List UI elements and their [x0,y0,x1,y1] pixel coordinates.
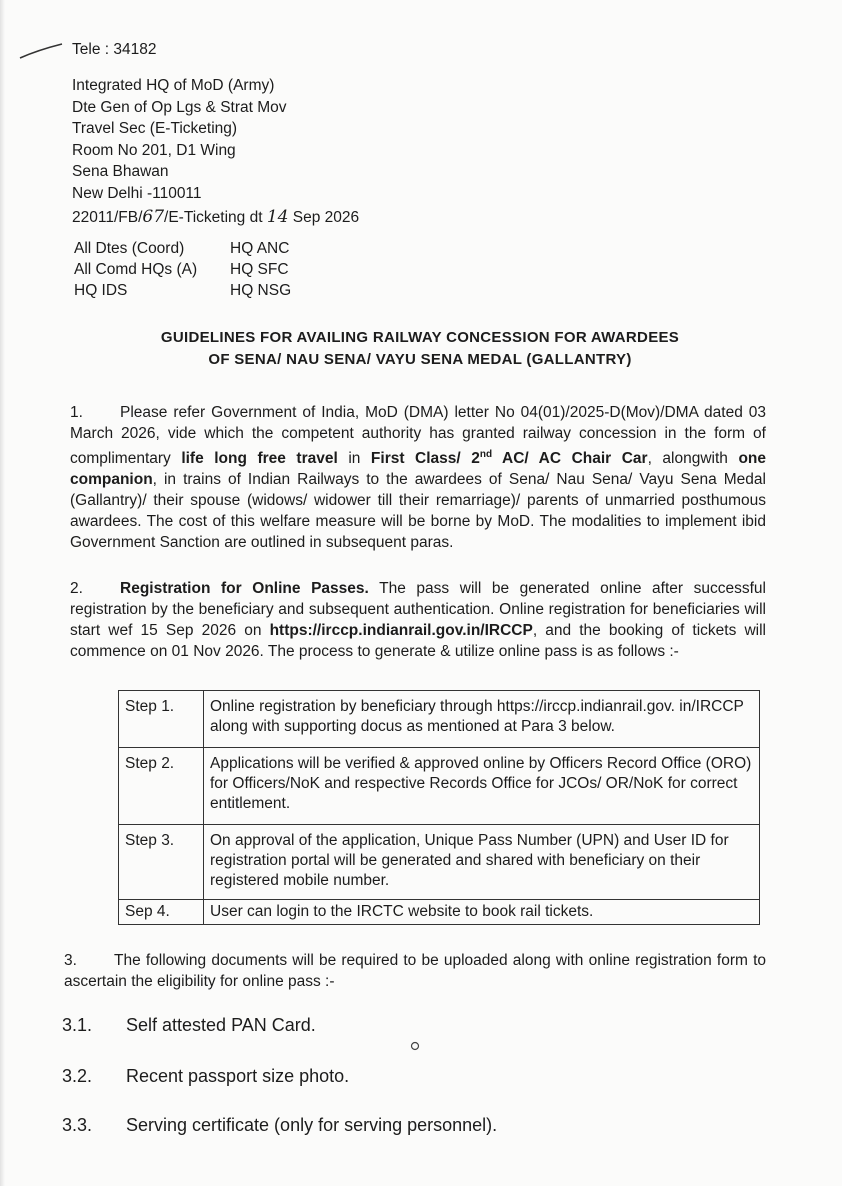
item-text: Self attested PAN Card. [126,1015,316,1035]
table-row [119,748,760,825]
reference-number [72,207,359,228]
addressee: All Comd HQs (A) [74,261,198,278]
para-text: Please refer Government of India, MoD (DMA) letter No 04(01)/2025-D(Mov)/DMA dated 03 March 2026, vide which the competent authority has granted railway concession in the form of complimentary [70,404,766,468]
list-item [62,1113,497,1137]
address-line: Integrated HQ of MoD (Army) [72,77,275,94]
paragraph-1 [70,402,766,553]
sender-address [72,75,287,204]
address-line: Dte Gen of Op Lgs & Strat Mov [72,98,287,116]
address-line: New Delhi -110011 [72,184,202,202]
para-number: 3. [64,952,77,969]
para-number: 1. [70,404,83,421]
paragraph-2 [70,578,766,662]
table-row [119,900,760,925]
steps-table [118,690,760,925]
para-number: 2. [70,580,83,597]
item-number: 3.2. [62,1066,93,1086]
step-label: Step 2. [119,748,204,825]
addressee: All Dtes (Coord) [74,240,185,257]
para-text: , alongwith [647,450,739,468]
para-text: The following documents will be required to be uploaded along with online registration form to ascertain the eligibility for online pass :- [64,952,766,990]
item-text: Serving certificate (only for serving personnel). [126,1115,498,1135]
addressee: HQ IDS [74,282,128,299]
para-bold: life long free travel [181,450,338,468]
address-line: Sena Bhawan [72,163,169,180]
para-bold: one companion [70,450,766,489]
addressees-col1 [74,238,197,301]
ink-smudge-mark [409,1040,421,1052]
address-line: Room No 201, D1 Wing [72,141,236,159]
step-text: Online registration by beneficiary through https://irccp.indianrail.gov. in/IRCCP along with supporting docus as mentioned at Para 3 below. [204,691,760,748]
list-item [62,1064,349,1088]
pen-stroke-mark [18,38,64,60]
para-text: in [337,450,371,468]
addressee: HQ ANC [230,240,290,257]
step-label: Sep 4. [119,900,204,925]
para-bold: AC/ AC Chair Car [492,450,648,468]
ref-handwritten-number: 67 [142,207,165,227]
step-label: Step 1. [119,691,204,748]
ref-prefix: 22011/FB/ [72,209,143,226]
table-row [119,825,760,900]
step-text: On approval of the application, Unique Pass Number (UPN) and User ID for registration portal will be generated and shared with beneficiary on their registered mobile number. [204,825,760,900]
step-text: Applications will be verified & approved online by Officers Record Office (ORO) for Officers/NoK and respective Records Office for JCOs/ OR/NoK for correct entitlement. [204,748,760,825]
table-row [119,691,760,748]
document-title-line2: OF SENA/ NAU SENA/ VAYU SENA MEDAL (GALLANTRY) [208,351,632,368]
address-line: Travel Sec (E-Ticketing) [72,120,238,137]
paragraph-3 [64,950,766,992]
para-heading: Registration for Online Passes. [120,580,369,597]
addressee: HQ NSG [230,282,292,299]
item-text: Recent passport size photo. [126,1066,350,1086]
item-number: 3.3. [62,1115,93,1135]
para-text: , and the booking of tickets will commence on 01 Nov 2026. The process to generate & utilize online pass is as follows :- [70,622,766,660]
tele-number: Tele : 34182 [72,41,157,58]
addressee: HQ SFC [230,261,289,278]
step-text: User can login to the IRCTC website to book rail tickets. [204,900,760,925]
para-text: , in trains of Indian Railways to the awardees of Sena/ Nau Sena/ Vayu Sena Medal (Gallantry)/ their spouse (widows/ widower till their remarriage)/ parents of unmarried posthumous awardees. The cost of this welfare measure will be borne by MoD. The modalities to implement ibid Government Sanction are outlined in subsequent paras. [70,471,766,552]
para-bold: First Class/ 2 [370,450,480,468]
document-title-line1: GUIDELINES FOR AVAILING RAILWAY CONCESSION FOR AWARDEES [160,329,680,346]
para-text: The pass will be generated online after successful registration by the beneficiary and subsequent authentication. Online registration for beneficiaries will start wef 15 Sep 2026 on [70,580,766,639]
superscript: nd [479,449,493,460]
step-label: Step 3. [119,825,204,900]
ref-middle: /E-Ticketing dt [164,209,263,226]
addressees-col2 [230,238,291,301]
item-number: 3.1. [62,1015,93,1035]
date-handwritten-day: 14 [266,207,289,227]
registration-url: https://irccp.indianrail.gov.in/IRCCP [269,622,533,639]
date-rest: Sep 2026 [292,209,360,226]
list-item [62,1013,316,1037]
